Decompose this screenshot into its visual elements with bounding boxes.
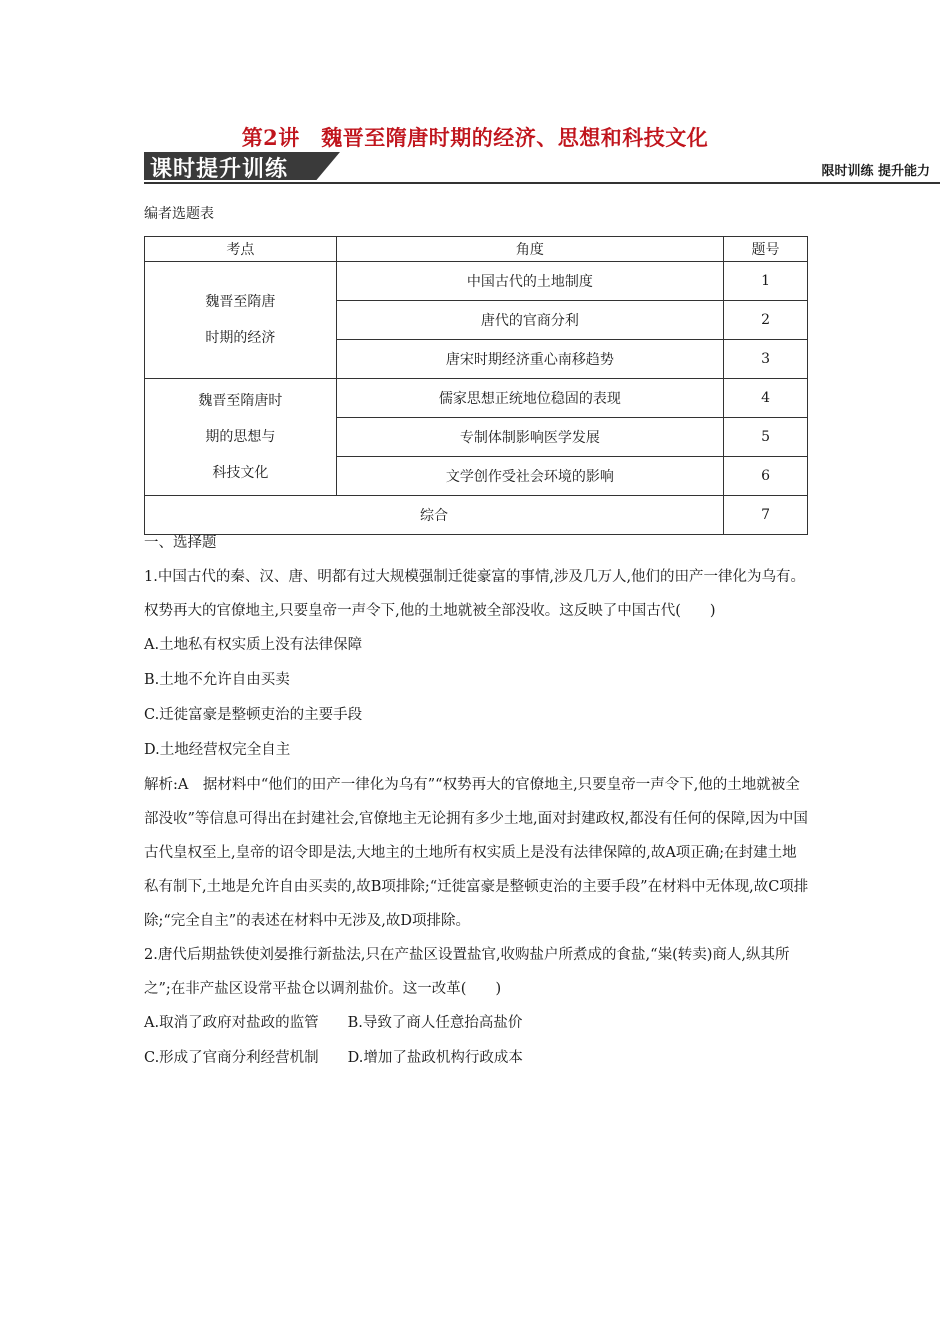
header-cell: 考点	[145, 237, 337, 262]
angle-cell: 儒家思想正统地位稳固的表现	[336, 379, 723, 418]
angle-cell: 唐宋时期经济重心南移趋势	[336, 340, 723, 379]
topic-selection-table	[144, 236, 808, 535]
summary-cell: 综合	[145, 496, 724, 535]
header-cell: 题号	[724, 237, 808, 262]
q1-option-b: B.土地不允许自由买卖	[144, 672, 290, 688]
q2-options-row-1: A.取消了政府对盐政的监管 B.导致了商人任意抬高盐价	[144, 1015, 523, 1031]
number-cell: 7	[724, 496, 808, 535]
section-heading: 一、选择题	[144, 535, 217, 551]
angle-cell: 专制体制影响医学发展	[336, 418, 723, 457]
question-1-stem: 1.中国古代的秦、汉、唐、明都有过大规模强制迁徙豪富的事情,涉及几万人,他们的田产一律化为乌有。权势再大的官僚地主,只要皇帝一声令下,他的土地就被全部没收。这反映了中国古代( )	[144, 569, 806, 619]
table-row	[145, 496, 808, 535]
topic-line: 魏晋至隋唐	[205, 294, 276, 310]
question-content	[144, 530, 810, 1076]
table-header-row	[145, 237, 808, 262]
header-cell: 角度	[336, 237, 723, 262]
banner-rule	[144, 182, 940, 184]
topic-cell	[145, 262, 337, 379]
topic-line: 期的思想与	[205, 429, 276, 445]
q1-option-d: D.土地经营权完全自主	[144, 742, 291, 758]
topic-cell	[145, 379, 337, 496]
number-cell: 6	[724, 457, 808, 496]
number-cell: 2	[724, 301, 808, 340]
angle-cell: 文学创作受社会环境的影响	[336, 457, 723, 496]
number-cell: 1	[724, 262, 808, 301]
topic-line: 时期的经济	[205, 330, 276, 346]
banner-label: 课时提升训练	[150, 157, 289, 182]
number-cell: 4	[724, 379, 808, 418]
section-banner	[144, 150, 940, 184]
q1-option-a: A.土地私有权实质上没有法律保障	[144, 637, 363, 653]
table-caption: 编者选题表	[144, 206, 214, 222]
table-row	[145, 379, 808, 418]
number-cell: 3	[724, 340, 808, 379]
angle-cell: 中国古代的土地制度	[336, 262, 723, 301]
banner-right-label: 限时训练 提升能力	[821, 164, 930, 179]
question-2-stem: 2.唐代后期盐铁使刘晏推行新盐法,只在产盐区设置盐官,收购盐户所煮成的食盐,“粜(转卖)商人,纵其所之”;在非产盐区设常平盐仓以调剂盐价。这一改革( )	[144, 947, 790, 997]
q1-option-c: C.迁徙富豪是整顿吏治的主要手段	[144, 707, 363, 723]
number-cell: 5	[724, 418, 808, 457]
topic-line: 魏晋至隋唐时	[198, 393, 283, 409]
table-row	[145, 262, 808, 301]
question-1-analysis: 解析:A 据材料中“他们的田产一律化为乌有”“权势再大的官僚地主,只要皇帝一声令下,他的土地就被全部没收”等信息可得出在封建社会,官僚地主无论拥有多少土地,面对封建政权,都没有任何的保障,因为中国古代皇权至上,皇帝的诏令即是法,大地主的土地所有权实质上是没有法律保障的,故A项正确;在封建土地私有制下,土地是允许自由买卖的,故B项排除;“迁徙富豪是整顿吏治的主要手段”在材料中无体现,故C项排除;“完全自主”的表述在材料中无涉及,故D项排除。	[144, 777, 809, 929]
lesson-title: 第2讲 魏晋至隋唐时期的经济、思想和科技文化	[241, 125, 709, 150]
q2-options-row-2: C.形成了官商分利经营机制 D.增加了盐政机构行政成本	[144, 1050, 523, 1066]
angle-cell: 唐代的官商分利	[336, 301, 723, 340]
topic-line: 科技文化	[212, 465, 269, 481]
